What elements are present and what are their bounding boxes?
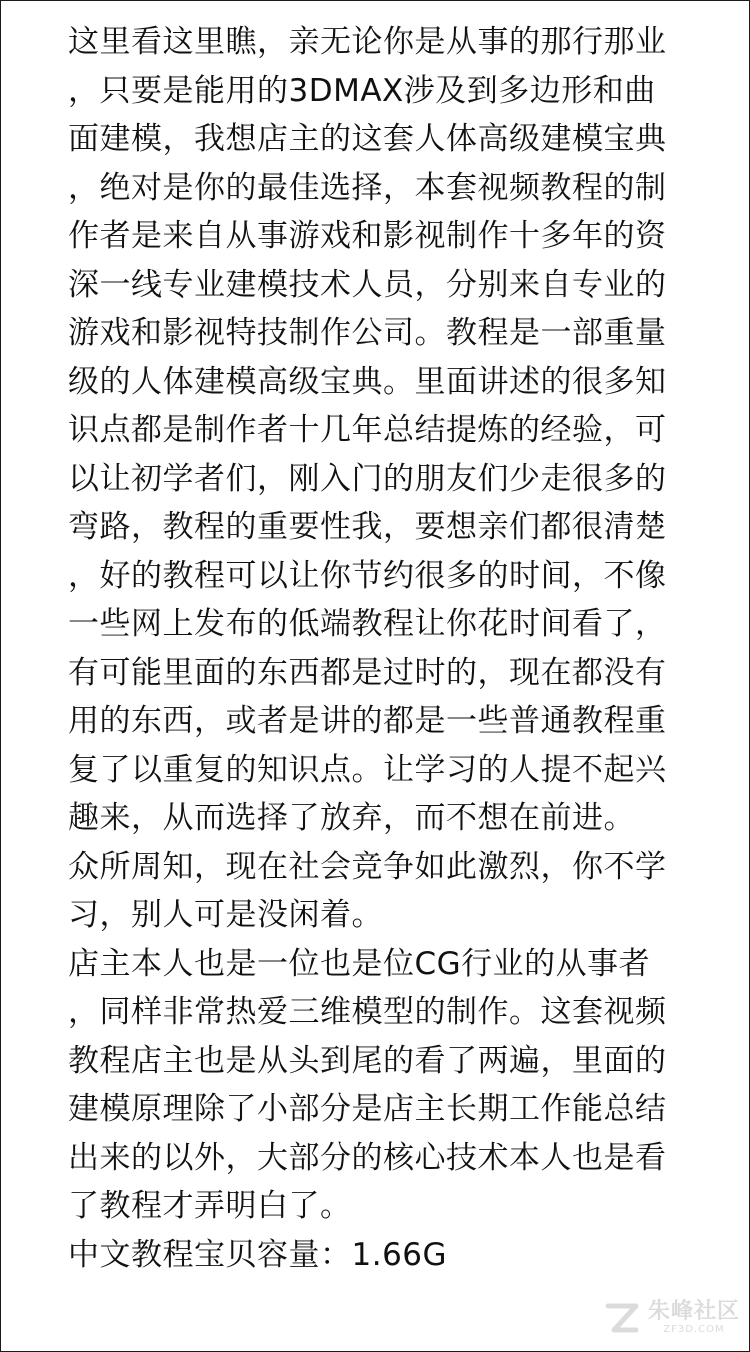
text-line: 这里看这里瞧，亲无论你是从事的那行那业	[68, 24, 667, 60]
zf3d-logo-icon	[602, 1298, 642, 1338]
text-line: 习，别人可是没闲着。	[68, 897, 383, 933]
size-line: 中文教程宝贝容量：1.66G	[68, 1236, 448, 1273]
text-line: 出来的以外，大部分的核心技术本人也是看	[68, 1139, 667, 1176]
text-line: 以让初学者们，刚入门的朋友们少走很多的	[68, 460, 667, 497]
text-line: 级的人体建模高级宝典。里面讲述的很多知	[68, 363, 667, 400]
text-line: 面建模，我想店主的这套人体高级建模宝典	[68, 121, 667, 157]
text-line: ，好的教程可以让你节约很多的时间，不像	[68, 557, 667, 594]
text-line: 作者是来自从事游戏和影视制作十多年的资	[68, 218, 667, 254]
text-line: 用的东西，或者是讲的都是一些普通教程重	[68, 703, 667, 739]
text-line: 深一线专业建模技术人员，分别来自专业的	[68, 266, 667, 303]
watermark	[602, 1298, 740, 1338]
text-line: 识点都是制作者十几年总结提炼的经验，可	[68, 412, 667, 448]
text-line: 有可能里面的东西都是过时的，现在都没有	[68, 654, 667, 691]
text-line: 教程店主也是从头到尾的看了两遍，里面的	[68, 1042, 667, 1079]
text-line: 店主本人也是一位也是位CG行业的从事者	[68, 945, 651, 982]
text-line: 复了以重复的知识点。让学习的人提不起兴	[68, 751, 667, 788]
text-line: 游戏和影视特技制作公司。教程是一部重量	[68, 315, 667, 351]
text-line: 众所周知，现在社会竞争如此激烈，你不学	[68, 848, 667, 885]
text-line: 一些网上发布的低端教程让你花时间看了，	[68, 606, 667, 642]
text-body	[68, 18, 688, 1279]
watermark-name: 朱峰社区	[647, 1299, 740, 1324]
text-line: 了教程才弄明白了。	[68, 1188, 352, 1224]
text-line: 趣来，从而选择了放弃，而不想在前进。	[68, 800, 635, 836]
text-line: 建模原理除了小部分是店主长期工作能总结	[68, 1091, 667, 1127]
text-line: ，绝对是你的最佳选择，本套视频教程的制	[68, 169, 667, 206]
text-line: ，只要是能用的3DMAX涉及到多边形和曲	[68, 72, 656, 109]
text-line: ，同样非常热爱三维模型的制作。这套视频	[68, 994, 667, 1030]
watermark-url: ZF3D.COM	[663, 1324, 725, 1335]
text-line: 弯路，教程的重要性我，要想亲们都很清楚	[68, 509, 667, 545]
